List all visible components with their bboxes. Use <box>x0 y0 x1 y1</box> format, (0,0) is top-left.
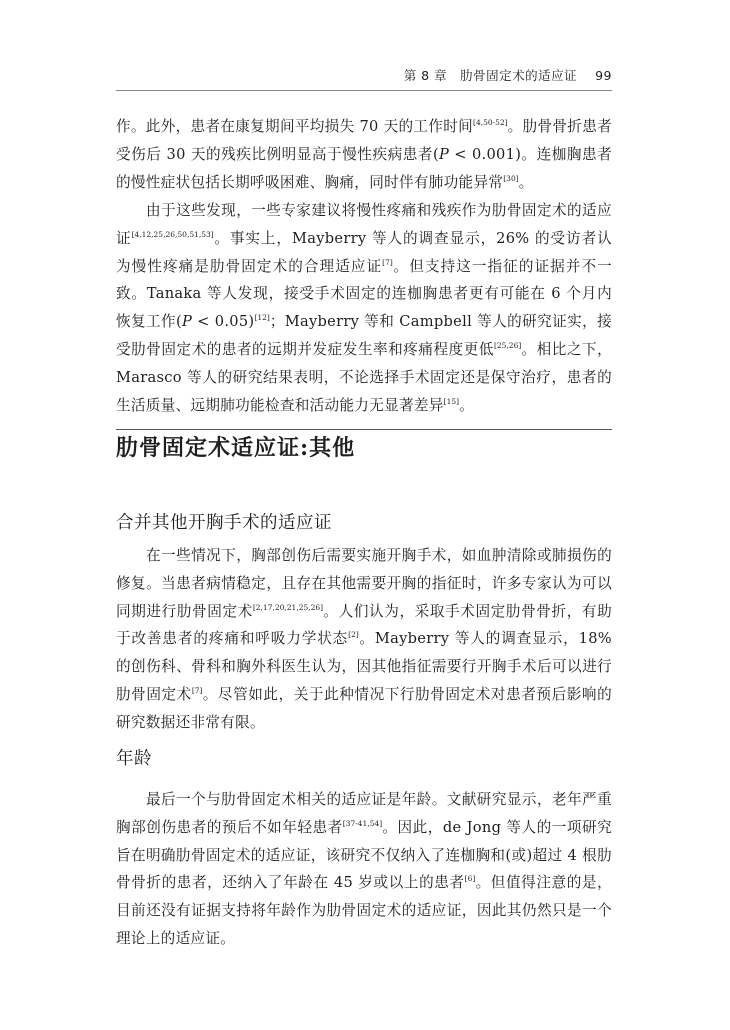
section-rule <box>116 429 612 430</box>
paragraph-text: 由于这些发现，一些专家建议将慢性疼痛和残疾作为肋骨固定术的适应证 <box>116 202 612 247</box>
citation: [2,17,20,21,25,26] <box>252 602 324 612</box>
running-header <box>116 66 612 84</box>
p-value-symbol: P <box>182 313 193 331</box>
paragraph-text: 最后一个与肋骨固定术相关的适应证是年龄。文献研究显示，老年严重胸部创伤患者的预后不如年轻患者 <box>116 791 612 836</box>
citation: [6] <box>464 874 476 884</box>
citation: [37-41,54] <box>342 818 383 828</box>
citation: [2] <box>348 630 359 640</box>
paragraph-1 <box>116 113 612 196</box>
paragraph-3 <box>116 542 612 737</box>
paragraph-text: 。但值得注意的是，目前还没有证据支持将年龄作为肋骨固定术的适应证，因此其仍然只是一个理论上的适应证。 <box>116 874 612 947</box>
citation: [25,26] <box>493 340 522 350</box>
p-value-symbol: P <box>438 145 450 163</box>
chapter-title: 第 8 章 肋骨固定术的适应证 <box>403 68 578 83</box>
header-rule <box>116 90 612 91</box>
citation: [4,12,25,26,50,51,53] <box>131 229 214 239</box>
page-number: 99 <box>595 68 612 83</box>
paragraph-text: 。相比之下，Marasco 等人的研究结果表明，不论选择手术固定还是保守治疗，患者的生活质量、远期肺功能检查和活动能力无显著差异 <box>116 340 612 414</box>
paragraph-text: < 0.001)。连枷胸患者的慢性症状包括长期呼吸困难、胸痛，同时伴有肺功能异常 <box>116 145 612 191</box>
paragraph-text: 。人们认为，采取手术固定肋骨骨折，有助于改善患者的疼痛和呼吸力学状态 <box>116 602 612 648</box>
citation: [7] <box>382 257 393 267</box>
citation: [4,50-52] <box>473 118 508 127</box>
paragraph-text: 。 <box>459 396 474 414</box>
paragraph-4 <box>116 786 612 953</box>
citation: [7] <box>191 685 203 695</box>
paragraph-text: 作。此外，患者在康复期间平均损失 70 天的工作时间 <box>116 118 474 135</box>
section-title: 肋骨固定术适应证:其他 <box>116 435 356 461</box>
paragraph-text: 在一些情况下，胸部创伤后需要实施开胸手术，如血肿清除或肺损伤的修复。当患者病情稳定，且存在其他需要开胸的指征时，许多专家认为可以同期进行肋骨固定术 <box>116 547 612 620</box>
subsection-title-combined-surgery: 合并其他开胸手术的适应证 <box>116 513 332 533</box>
paragraph-text: ；Mayberry 等和 Campbell 等人的研究证实，接受肋骨固定术的患者的远期并发症发生率和疼痛程度更低 <box>116 313 612 358</box>
paragraph-text: 。但支持这一指征的证据并不一致。Tanaka 等人发现，接受手术固定的连枷胸患者更有可能在 6 个月内恢复工作( <box>116 257 612 331</box>
paragraph-text: 。 <box>518 173 534 191</box>
citation: [30] <box>503 173 519 183</box>
paragraph-2 <box>116 197 612 419</box>
paragraph-text: 。尽管如此，关于此种情况下行肋骨固定术对患者预后影响的研究数据还非常有限。 <box>116 685 612 731</box>
citation: [15] <box>443 396 460 406</box>
citation: [12] <box>254 313 270 323</box>
subsection-title-age: 年龄 <box>116 749 152 769</box>
paragraph-text: 。肋骨骨折患者受伤后 30 天的残疾比例明显高于慢性疾病患者( <box>116 118 612 163</box>
paragraph-text: 。事实上，Mayberry 等人的调查显示，26% 的受访者认为慢性疼痛是肋骨固定术的合理适应证 <box>116 229 612 275</box>
paragraph-text: 。因此，de Jong 等人的一项研究旨在明确肋骨固定术的适应证，该研究不仅纳入了连枷胸和(或)超过 4 根肋骨骨折的患者，还纳入了年龄在 45 岁或以上的患者 <box>116 818 612 892</box>
paragraph-text: 。Mayberry 等人的调查显示，18% 的创伤科、骨科和胸外科医生认为，因其他指征需要行开胸手术后可以进行肋骨固定术 <box>116 630 612 703</box>
paragraph-text: < 0.05) <box>192 313 255 331</box>
